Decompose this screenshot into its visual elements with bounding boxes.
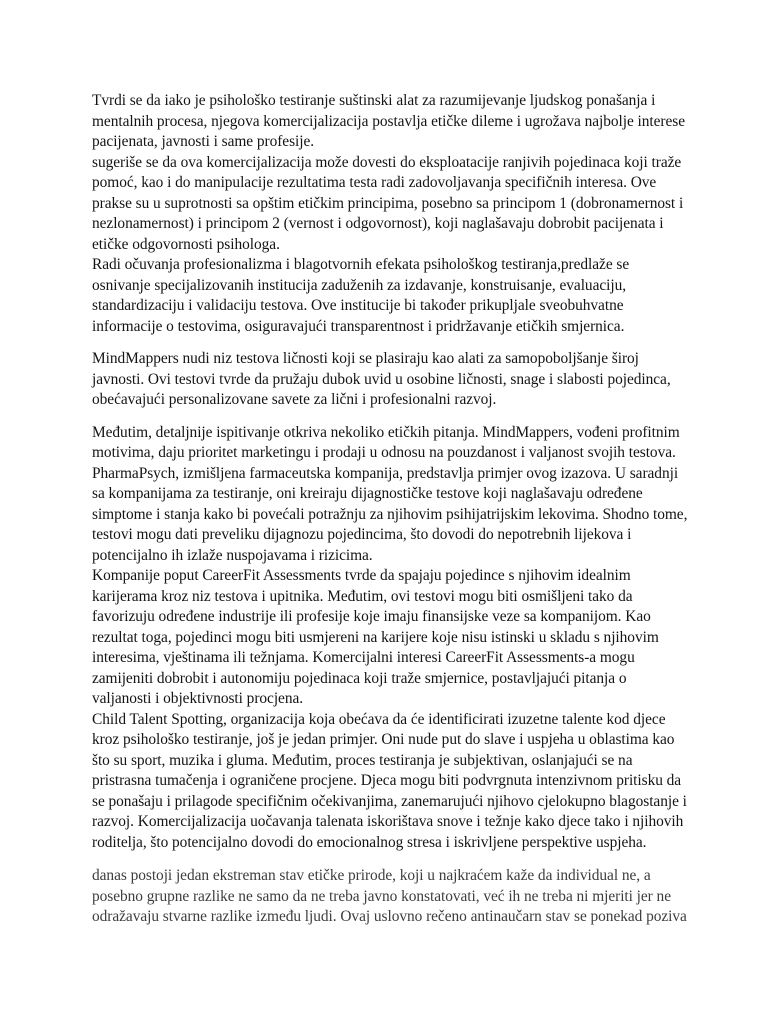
text-line: se ponašaju i prilagode specifičnim očekivanjima, zanemarujući njihovo cjelokupno blagostanje i xyxy=(92,792,687,810)
text-line: obećavajući personalizovane savete za lični i profesionalni razvoj. xyxy=(92,391,497,408)
text-line: pacijenata, javnosti i same profesije. xyxy=(92,133,315,150)
text-line: potencijalno ih izlaže nuspojavama i rizicima. xyxy=(92,546,373,564)
text-line: osnivanje specijalizovanih institucija zaduženih za izdavanje, konstruisanje, evaluaciju, xyxy=(92,276,627,294)
text-line: kroz psihološko testiranje, još je jedan primjer. Oni nude put do slave i uspjeha u oblastima kao xyxy=(92,731,675,748)
paragraph xyxy=(92,423,692,567)
paragraph xyxy=(92,866,692,928)
text-line: sugeriše se da ova komercijalizacija može dovesti do eksploatacije ranjivih pojedinaca koji traže xyxy=(92,153,682,171)
paragraph xyxy=(92,91,692,153)
paragraph xyxy=(92,710,692,854)
text-line: razvoj. Komercijalizacija uočavanja talenata iskorištava snove i težnje kako djece tako i njihovih xyxy=(92,813,684,830)
text-line: pomoć, kao i do manipulacije rezultatima testa radi zadovoljavanja specifičnih interesa. Ove xyxy=(92,174,657,191)
text-line: Child Talent Spotting, organizacija koja obećava da će identificirati izuzetne talente kod djece xyxy=(92,710,666,728)
text-line: Međutim, detaljnije ispitivanje otkriva nekoliko etičkih pitanja. MindMappers, vođeni profitnim xyxy=(92,423,680,441)
paragraph xyxy=(92,153,692,256)
paragraph xyxy=(92,255,692,337)
text-line: prakse su u suprotnosti sa opštim etičkim principima, posebno sa principom 1 (dobronamernost i xyxy=(92,194,684,212)
text-line: zamijeniti dobrobit i autonomiju pojedinaca koji traže smjernice, postavljajući pitanja o xyxy=(92,669,627,687)
paragraph xyxy=(92,349,692,411)
text-line: Radi očuvanja profesionalizma i blagotvornih efekata psihološkog testiranja,predlaže se xyxy=(92,256,630,273)
text-line: Tvrdi se da iako je psihološko testiranje suštinski alat za razumijevanje ljudskog ponašanja i xyxy=(92,92,656,109)
text-line: etičke odgovornosti psihologa. xyxy=(92,235,280,253)
text-line: simptome i stanja kako bi povećali potražnju za njihovim psihijatrijskim lekovima. Shodno tome, xyxy=(92,505,688,523)
text-line: karijerama kroz niz testova i upitnika. Međutim, ovi testovi mogu biti osmišljeni tako da xyxy=(92,587,633,605)
text-line: javnosti. Ovi testovi tvrde da pružaju dubok uvid u osobine ličnosti, snage i slabosti pojedinca, xyxy=(92,370,671,388)
text-line: Kompanije poput CareerFit Assessments tvrde da spajaju pojedince s njihovim idealnim xyxy=(92,567,631,584)
text-line: interesima, vještinama ili težnjama. Komercijalni interesi CareerFit Assessments-a mogu xyxy=(92,649,635,666)
text-line: rezultat toga, pojedinci mogu biti usmjereni na karijere koje nisu istinski u skladu s njihovim xyxy=(92,628,659,646)
text-line: motivima, daju prioritet marketingu i prodaji u odnosu na pouzdanost i valjanost svojih testova. xyxy=(92,444,676,461)
text-line: valjanosti i objektivnosti procjena. xyxy=(92,690,304,707)
document-body xyxy=(92,91,692,928)
text-line: favorizuju određene industrije ili profesije koje imaju finansijske veze sa kompanijom. Kao xyxy=(92,608,651,625)
text-line: nezlonamernost) i principom 2 (vernost i odgovornost), koji naglašavaju dobrobit pacijenata i xyxy=(92,215,664,232)
text-line: pristrasna tumačenja i ograničene procjene. Djeca mogu biti podvrgnuta intenzivnom pritisku da xyxy=(92,772,682,789)
text-line: roditelja, što potencijalno dovodi do emocionalnog stresa i iskrivljene perspektive uspjeha. xyxy=(92,833,647,851)
text-line: sa kompanijama za testiranje, oni kreiraju dijagnostičke testove koji naglašavaju određene xyxy=(92,485,643,502)
text-line: posebno grupne razlike ne samo da ne treba javno konstatovati, već ih ne treba ni mjeriti jer ne xyxy=(92,887,671,905)
text-line: odražavaju stvarne razlike između ljudi. Ovaj uslovno rečeno antinaučarn stav se ponekad poziva xyxy=(92,908,687,925)
text-line: što su sport, muzika i gluma. Međutim, proces testiranja je subjektivan, oslanjajući se na xyxy=(92,751,633,769)
paragraph xyxy=(92,566,692,710)
text-line: MindMappers nudi niz testova ličnosti koji se plasiraju kao alati za samopoboljšanje široj xyxy=(92,350,639,367)
text-line: mentalnih procesa, njegova komercijalizacija postavlja etičke dileme i ugrožava najbolje interese xyxy=(92,112,685,130)
text-line: PharmaPsych, izmišljena farmaceutska kompanija, predstavlja primjer ovog izazova. U saradnji xyxy=(92,464,679,482)
text-line: informacije o testovima, osiguravajući transparentnost i pridržavanje etičkih smjernica. xyxy=(92,317,625,335)
text-line: testovi mogu dati preveliku dijagnozu pojedincima, što dovodi do nepotrebnih lijekova i xyxy=(92,526,632,543)
text-line: standardizaciju i validaciju testova. Ove institucije bi također prikupljale sveobuhvatne xyxy=(92,297,624,314)
text-line: danas postoji jedan ekstreman stav etičke prirode, koji u najkraćem kaže da individual ne, a xyxy=(92,867,651,884)
